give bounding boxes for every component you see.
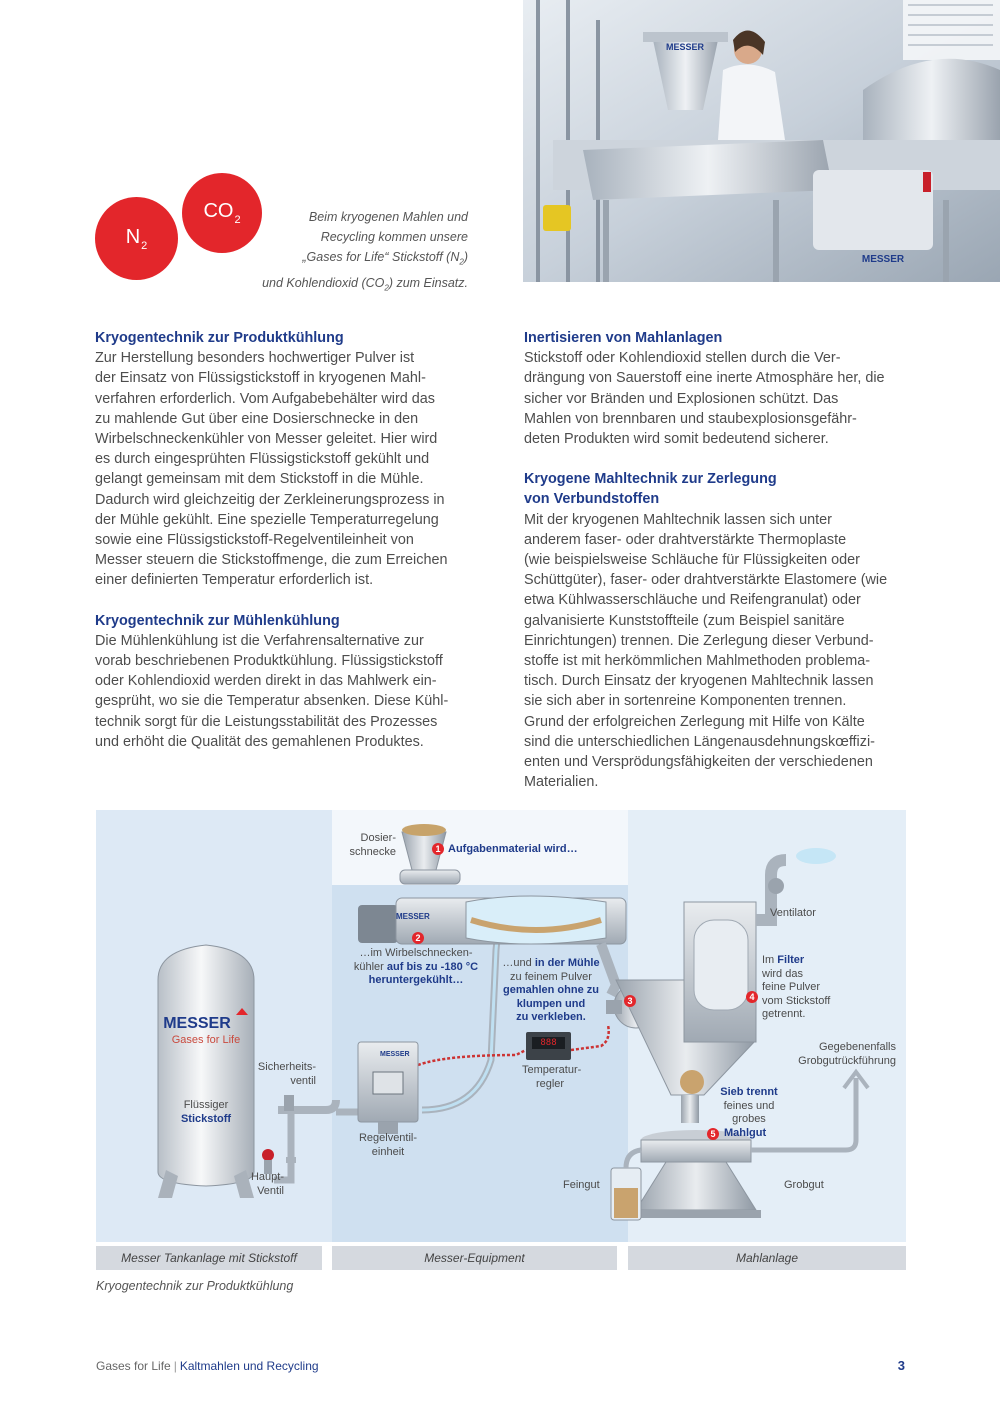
label-line: Grobgutrückführung: [798, 1054, 896, 1067]
label-emphasis: Filter: [777, 954, 805, 966]
text-line: Dadurch wird gleichzeitig der Zerkleinerungsprozess in: [95, 491, 445, 508]
label-line: klumpen und: [516, 997, 586, 1010]
label-line: grobes: [732, 1113, 766, 1125]
process-diagram: [96, 810, 906, 1242]
n2-label: N: [125, 225, 141, 248]
text-line: Mahlen von brennbaren und staubexplosionsgefähr-: [524, 410, 857, 427]
label-line: Haupt-: [250, 1171, 284, 1183]
label-dosierschnecke: [342, 832, 396, 859]
label-regelventileinheit: [350, 1132, 426, 1159]
label-line: [762, 954, 830, 968]
label-line: vom Stickstoff: [762, 994, 831, 1007]
step-badge-5: 5: [707, 1128, 719, 1140]
text-line: Grund der erfolgreichen Zerlegung mit Hilfe von Kälte: [524, 713, 865, 730]
label-line: Temperatur-: [522, 1064, 582, 1076]
text-line: einer definierten Temperatur erforderlich ist.: [95, 572, 374, 589]
temperature-display: 888: [540, 1038, 557, 1048]
label-line: schnecke: [349, 845, 396, 858]
text-line: Mit der kryogenen Mahltechnik lassen sich unter: [524, 511, 832, 528]
label-emphasis: auf bis zu -180 °C: [386, 960, 479, 973]
label-text: Im: [762, 954, 775, 966]
text-line: Messer steuern die Stickstoffmenge, die zum Erreichen: [95, 552, 448, 569]
co2-label: CO: [203, 200, 234, 222]
text-line: etwa Kühlwasserschläuche und Reifengranulat) oder: [524, 592, 861, 609]
text-line: sowie eine Flüssigstickstoff-Regelventileinheit von: [95, 532, 414, 549]
tank-logo: MESSER: [163, 1015, 231, 1032]
right-column: [524, 328, 908, 792]
label-line: getrennt.: [762, 1008, 806, 1020]
label-line: einheit: [371, 1145, 405, 1158]
label-text: kühler: [353, 960, 384, 973]
lab-photo-illustration: [523, 0, 1000, 282]
section-title-line: Kryogene Mahltechnik zur Zerlegung: [524, 471, 777, 488]
label-step-2: [346, 947, 486, 988]
intro-text-part: ): [463, 250, 468, 264]
label-emphasis: Mahlgut: [724, 1127, 767, 1139]
intro-text-part: und Kohlendioxid (CO: [262, 275, 385, 290]
label-grobgut: Grobgut: [784, 1179, 824, 1191]
text-line: drängung von Sauerstoff eine inerte Atmosphäre her, die: [524, 370, 885, 387]
text-line: Zur Herstellung besonders hochwertiger Pulver ist: [95, 350, 415, 367]
text-line: und erhöht die Qualität des gemahlenen Produktes.: [95, 733, 424, 750]
text-line: deten Produkten wird somit bedeutend sicherer.: [524, 431, 829, 448]
step-badge-4: 4: [746, 991, 758, 1003]
text-line: galvanisierte Kunststoffteile (zum Beispiel sanitäre: [524, 612, 845, 629]
label-line: Sieb trennt: [720, 1086, 778, 1098]
photo-logo-2: MESSER: [861, 254, 905, 265]
label-line: feine Pulver: [762, 981, 821, 993]
text-line: sicher vor Bränden und Explosionen schützt. Das: [524, 390, 839, 407]
text-line: Wirbelschneckenkühler von Messer geleitet. Hier wird: [95, 431, 438, 448]
section-title-line: von Verbundstoffen: [524, 491, 660, 508]
text-line: verfahren erforderlich. Vom Aufgabebehälter wird das: [95, 390, 435, 407]
intro-line: [232, 247, 468, 273]
label-line: Sicherheits-: [257, 1061, 316, 1073]
label-step-1-text: Aufgabenmaterial wird…: [448, 843, 578, 855]
label-line: zu feinem Pulver: [510, 970, 592, 983]
text-line: vorab beschriebenen Produktkühlung. Flüssigstickstoff: [95, 653, 443, 670]
lab-photo: [523, 0, 1000, 282]
text-line: Schüttgüter), faser- oder drahtverstärkte Elastomere (wie: [524, 572, 888, 589]
text-line: Materialien.: [524, 774, 599, 791]
label-step-1: [448, 843, 578, 857]
tank-logo-sub: Gases for Life: [171, 1034, 241, 1046]
label-temperaturregler: [522, 1064, 582, 1091]
label-step-5-mahlgut: [724, 1127, 766, 1141]
label-feingut: Feingut: [563, 1179, 600, 1191]
small-messer-logo: MESSER: [396, 912, 430, 921]
section-body-verbundstoffe: [524, 510, 908, 793]
footer-brand: Gases for Life: [96, 1359, 171, 1373]
text-line: stoffe ist mit herkömmlichen Mahlmethoden problema-: [524, 653, 871, 670]
label-line: Flüssiger: [183, 1099, 229, 1111]
text-line: Einrichtungen) trennen. Die Zerlegung dieser Verbund-: [524, 632, 874, 649]
text-line: anderem faser- oder drahtverstärkte Thermoplaste: [524, 531, 847, 548]
section-body-inertisieren: [524, 348, 908, 449]
text-line: (wie beispielsweise Schläuche für Flüssigkeiten oder: [524, 552, 860, 569]
footer-title: Kaltmahlen und Recycling: [179, 1359, 319, 1373]
label-line: zu verkleben.: [516, 1011, 586, 1023]
text-line: enten und Versprödungsfähigkeiten der verschiedenen: [524, 754, 873, 771]
label-line: [486, 957, 616, 971]
section-title-verbundstoffe: [524, 469, 908, 509]
label-emphasis: in der Mühle: [534, 957, 600, 969]
text-line: es durch eingesprühten Flüssigstickstoff gekühlt und: [95, 451, 430, 468]
label-line: Ventil: [257, 1184, 284, 1197]
intro-sub: 2: [459, 257, 464, 267]
text-line: oder Kohlendioxid werden direkt in das Mahlwerk ein-: [95, 673, 437, 690]
intro-text-part: „Gases for Life“ Stickstoff (N: [302, 250, 460, 264]
label-sicherheitsventil: [246, 1061, 316, 1088]
label-line: feines und: [723, 1099, 775, 1112]
label-line: Dosier-: [360, 832, 396, 844]
section-body-produktkuehlung: [95, 348, 473, 590]
intro-line: Beim kryogenen Mahlen und: [308, 210, 468, 224]
text-line: sie sich aber in sortenreine Komponenten trennen.: [524, 693, 847, 710]
label-line: Gegebenenfalls: [818, 1041, 896, 1053]
label-line: wird das: [762, 967, 803, 980]
co2-sub: 2: [234, 214, 241, 226]
label-line: heruntergekühlt…: [368, 974, 464, 986]
step-badge-2: 2: [412, 932, 424, 944]
diagram-caption: Kryogentechnik zur Produktkühlung: [96, 1279, 294, 1293]
text-line: sind die unterschiedlichen Längenausdehnungskœffizi-: [524, 733, 875, 750]
bar-tankanlage: Messer Tankanlage mit Stickstoff: [96, 1246, 322, 1270]
intro-sub: 2: [384, 283, 389, 292]
n2-sub: 2: [141, 239, 148, 252]
footer-separator: |: [173, 1359, 177, 1373]
label-text: …und: [502, 957, 532, 969]
nitrogen-badge: [95, 197, 178, 280]
text-line: Die Mühlenkühlung ist die Verfahrensalternative zur: [95, 632, 424, 649]
intro-text: [232, 207, 468, 298]
intro-text-part: ) zum Einsatz.: [388, 275, 468, 290]
label-line: Stickstoff: [180, 1112, 232, 1125]
left-column: [95, 328, 473, 752]
section-title-produktkuehlung: Kryogentechnik zur Produktkühlung: [95, 330, 344, 346]
intro-line: [232, 273, 468, 299]
text-line: tisch. Durch Einsatz der kryogenen Mahltechnik lassen: [524, 673, 874, 690]
section-title-inertisieren: Inertisieren von Mahlanlagen: [524, 330, 723, 346]
text-line: der Einsatz von Flüssigstickstoff in kryogenen Mahl-: [95, 370, 426, 387]
text-line: gesprüht, wo sie die Temperatur absenken. Diese Kühl-: [95, 693, 449, 710]
text-line: Stickstoff oder Kohlendioxid stellen durch die Ver-: [524, 350, 841, 367]
label-line: [346, 961, 486, 975]
label-step-3: [486, 957, 616, 1025]
label-line: ventil: [290, 1074, 316, 1087]
label-line: gemahlen ohne zu: [503, 984, 599, 996]
bar-mahlanlage: Mahlanlage: [628, 1246, 906, 1270]
page-number: 3: [897, 1358, 905, 1373]
regelventil-logo: MESSER: [380, 1051, 410, 1058]
text-line: der Mühle gekühlt. Eine spezielle Temperaturregelung: [95, 511, 439, 528]
text-line: technik sorgt für die Leistungsstabilität des Prozesses: [95, 713, 438, 730]
label-line: Regelventil-: [358, 1132, 418, 1144]
label-tank: [158, 1099, 254, 1126]
step-badge-3: 3: [624, 995, 636, 1007]
label-ventilator: Ventilator: [770, 907, 816, 919]
section-title-muehlenkuehlung: Kryogentechnik zur Mühlenkühlung: [95, 612, 340, 629]
intro-line: Recycling kommen unsere: [320, 230, 468, 244]
label-grobgutrueckfuehrung: [756, 1041, 896, 1068]
footer: [96, 1359, 319, 1373]
label-step-5: [716, 1086, 782, 1127]
label-hauptventil: [246, 1171, 284, 1198]
label-step-4: [762, 954, 830, 1022]
step-badge-1: 1: [432, 843, 444, 855]
text-line: gelangt gemeinsam mit dem Stickstoff in die Mühle.: [95, 471, 424, 488]
label-line: …im Wirbelschnecken-: [359, 947, 473, 959]
label-line: regler: [535, 1077, 565, 1090]
section-body-muehlenkuehlung: [95, 631, 473, 752]
photo-logo-1: MESSER: [665, 42, 705, 52]
text-line: zu mahlende Gut über eine Dosierschnecke in den: [95, 410, 419, 427]
bar-equipment: Messer-Equipment: [332, 1246, 617, 1270]
